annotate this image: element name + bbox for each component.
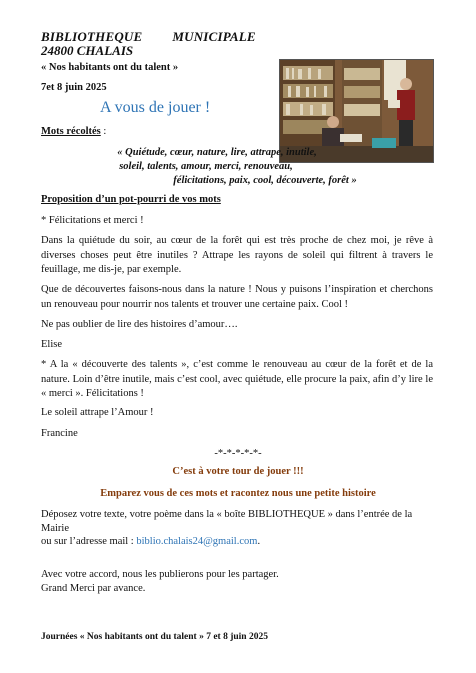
footer: Journées « Nos habitants ont du talent » 7 et 8 juin 2025 <box>41 632 268 642</box>
page-title: A vous de jouer ! <box>100 99 211 116</box>
paragraph-1: * Félicitations et merci ! <box>41 215 144 226</box>
paragraph-3: Que de découvertes faisons-nous dans la nature ! Nous y puisons l’inspiration et cherchons un renouveau pour nourrir nos talents et trouver une certaine paix. Cool ! <box>41 284 433 310</box>
event-dates: 7et 8 juin 2025 <box>41 82 107 93</box>
agreement-line-2: Grand Merci par avance. <box>41 582 146 594</box>
proposition-heading: Proposition d’un pot-pourri de vos mots <box>41 194 221 205</box>
event-name: « Nos habitants ont du talent » <box>41 62 179 73</box>
word-list <box>41 146 371 188</box>
word-list-line-1: « Quiétude, cœur, nature, lire, attrape, inutile, <box>117 147 317 158</box>
mots-label <box>41 126 106 137</box>
library-address: 24800 CHALAIS <box>41 43 134 58</box>
submission-line-2 <box>41 535 441 549</box>
paragraph-2: Dans la quiétude du soir, au cœur de la forêt qui est très proche de chez moi, je rêve à diverses choses peut être inutiles ? Attrape les rayons de soleil qui filtrent à travers le feuillage, me dis-je, par exemple. <box>41 235 433 275</box>
submission-line-1: Déposez votre texte, votre poème dans la « boîte BIBLIOTHEQUE » dans l’entrée de la Mairie <box>41 509 413 534</box>
word-list-line-2: soleil, talents, amour, merci, renouveau, <box>119 161 293 172</box>
email-link[interactable]: biblio.chalais24@gmail.com <box>136 536 258 547</box>
paragraph-4: Ne pas oublier de lire des histoires d’amour…. <box>41 319 238 330</box>
mots-label-text: Mots récoltés <box>41 126 101 137</box>
submission-instructions <box>41 508 441 549</box>
submission-prefix: ou sur l’adresse mail : <box>41 536 137 547</box>
submission-suffix: . <box>257 536 261 547</box>
call-to-action-title: C’est à votre tour de jouer !!! <box>172 466 304 477</box>
mots-label-colon: : <box>100 126 107 137</box>
paragraph-7: Le soleil attrape l’Amour ! <box>41 407 154 418</box>
library-word-1: BIBLIOTHEQUE <box>41 29 143 44</box>
call-to-action-subtitle: Emparez vous de ces mots et racontez nous une petite histoire <box>100 488 376 499</box>
separator: -*-*-*-*-*- <box>214 448 262 459</box>
paragraph-6: * A la « découverte des talents », c’est comme le renouveau au cœur de la forêt et de la nature. Loin d’être inutile, mais c’est cool, avec quiétude, elle procure la paix, afin d’y lire le « merci ». Félicitations ! <box>41 359 433 399</box>
library-word-2: MUNICIPALE <box>172 29 256 44</box>
agreement-text <box>41 568 441 595</box>
agreement-line-1: Avec votre accord, nous les publierons pour les partager. <box>41 569 279 580</box>
signature-elise: Elise <box>41 339 62 350</box>
signature-francine: Francine <box>41 428 78 439</box>
word-list-line-3: félicitations, paix, cool, découverte, forêt » <box>173 175 357 186</box>
